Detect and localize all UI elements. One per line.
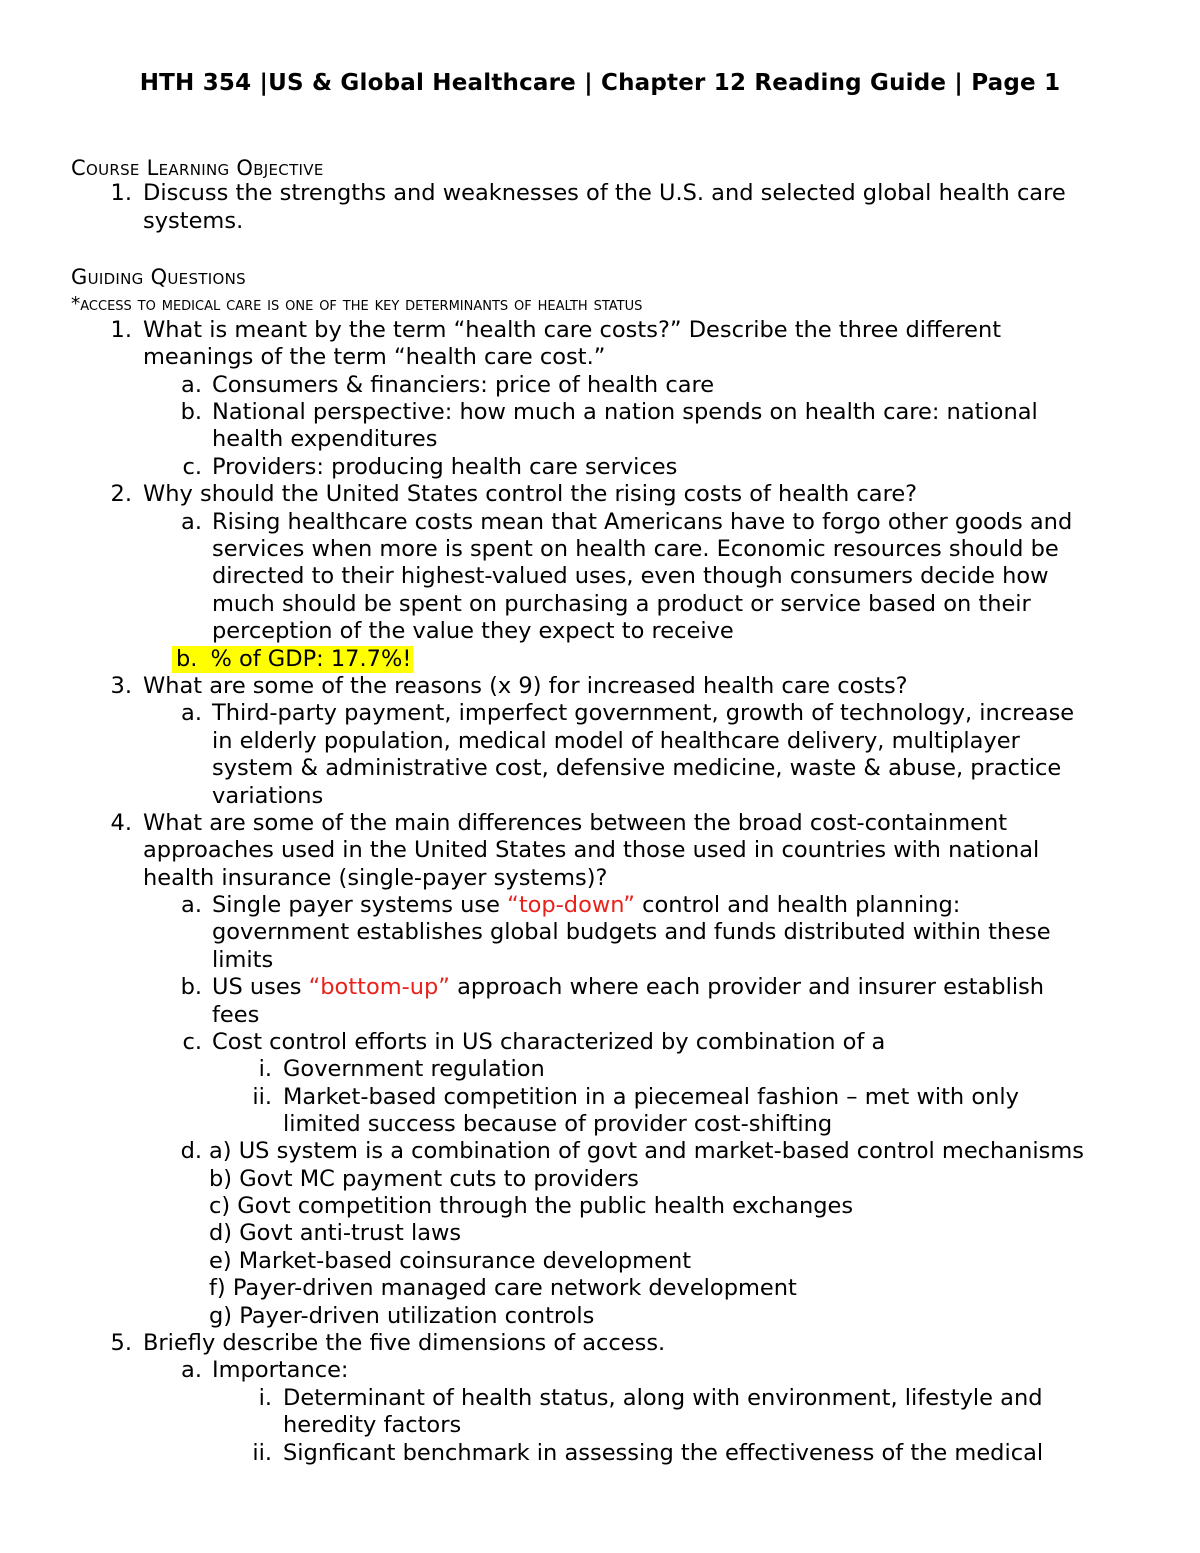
question-line: meanings of the term “health care cost.” bbox=[143, 344, 606, 370]
highlighted-answer bbox=[172, 646, 413, 673]
answer-line: health expenditures bbox=[212, 426, 438, 452]
answer-marker: a. bbox=[181, 509, 202, 535]
question-marker: 2. bbox=[110, 481, 132, 507]
subanswer-line: Government regulation bbox=[283, 1056, 545, 1082]
answer-line: fees bbox=[212, 1002, 260, 1028]
answer-marker: a. bbox=[181, 892, 202, 918]
answer-line: variations bbox=[212, 783, 324, 809]
answer-line: services when more is spent on health care. Economic resources should be bbox=[212, 536, 1059, 562]
subanswer-marker: ii. bbox=[252, 1084, 272, 1110]
question-line: approaches used in the United States and those used in countries with national bbox=[143, 837, 1040, 863]
objective-item-marker: 1. bbox=[110, 180, 132, 206]
answer-line: directed to their highest-valued uses, even though consumers decide how bbox=[212, 563, 1049, 589]
answer-marker: b. bbox=[180, 974, 202, 1000]
answer-line: government establishes global budgets and funds distributed within these bbox=[212, 919, 1051, 945]
question-line: Why should the United States control the rising costs of health care? bbox=[143, 481, 918, 507]
answer-line: d) Govt anti-trust laws bbox=[209, 1220, 462, 1246]
objective-item-line: systems. bbox=[143, 208, 244, 234]
subanswer-line: limited success because of provider cost-shifting bbox=[283, 1111, 833, 1137]
subanswer-line: Signficant benchmark in assessing the effectiveness of the medical bbox=[283, 1440, 1044, 1466]
answer-marker: a. bbox=[181, 372, 202, 398]
answer-marker: c. bbox=[182, 1029, 202, 1055]
question-line: What are some of the main differences between the broad cost-containment bbox=[143, 810, 1008, 836]
question-line: health insurance (single-payer systems)? bbox=[143, 865, 608, 891]
question-marker: 4. bbox=[110, 810, 132, 836]
question-marker: 5. bbox=[110, 1330, 132, 1356]
answer-line: Third-party payment, imperfect government, growth of technology, increase bbox=[212, 700, 1075, 726]
answer-text: control and health planning: bbox=[634, 892, 961, 918]
answer-line: Cost control efforts in US characterized by combination of a bbox=[212, 1029, 886, 1055]
question-marker: 3. bbox=[110, 673, 132, 699]
question-line: What are some of the reasons (x 9) for increased health care costs? bbox=[143, 673, 908, 699]
answer-line: National perspective: how much a nation spends on health care: national bbox=[212, 399, 1038, 425]
answer-text: US uses bbox=[212, 974, 309, 1000]
answer-text: Single payer systems use bbox=[212, 892, 508, 918]
answer-line bbox=[212, 974, 1044, 1001]
answer-line: Importance: bbox=[212, 1357, 349, 1383]
answer-line: e) Market-based coinsurance development bbox=[209, 1248, 692, 1274]
answer-line: Consumers & financiers: price of health care bbox=[212, 372, 715, 398]
answer-line: limits bbox=[212, 947, 274, 973]
answer-line: Providers: producing health care services bbox=[212, 454, 678, 480]
answer-marker: b. bbox=[176, 646, 198, 672]
subanswer-line: Market-based competition in a piecemeal fashion – met with only bbox=[283, 1084, 1019, 1110]
answer-text: approach where each provider and insurer establish bbox=[449, 974, 1045, 1000]
answer-marker: a. bbox=[181, 700, 202, 726]
answer-line: much should be spent on purchasing a product or service based on their bbox=[212, 591, 1031, 617]
answer-line: system & administrative cost, defensive medicine, waste & abuse, practice bbox=[212, 755, 1062, 781]
question-line: What is meant by the term “health care costs?” Describe the three different bbox=[143, 317, 1002, 343]
answer-line: Rising healthcare costs mean that Americans have to forgo other goods and bbox=[212, 509, 1073, 535]
subanswer-line: Determinant of health status, along with environment, lifestyle and bbox=[283, 1385, 1043, 1411]
answer-line: perception of the value they expect to receive bbox=[212, 618, 734, 644]
subanswer-line: heredity factors bbox=[283, 1412, 462, 1438]
answer-line: c) Govt competition through the public health exchanges bbox=[209, 1193, 854, 1219]
answer-line: in elderly population, medical model of healthcare delivery, multiplayer bbox=[212, 728, 1020, 754]
subanswer-marker: i. bbox=[258, 1056, 272, 1082]
emphasis-text: “top-down” bbox=[507, 892, 635, 918]
objective-heading: Course Learning Objective bbox=[71, 156, 324, 180]
answer-line: b) Govt MC payment cuts to providers bbox=[209, 1166, 639, 1192]
subanswer-marker: ii. bbox=[252, 1440, 272, 1466]
answer-marker: a. bbox=[181, 1357, 202, 1383]
question-line: Briefly describe the five dimensions of access. bbox=[143, 1330, 666, 1356]
questions-heading: Guiding Questions bbox=[71, 265, 246, 289]
answer-marker: c. bbox=[182, 454, 202, 480]
question-marker: 1. bbox=[110, 317, 132, 343]
questions-banner: *access to medical care is one of the key determinants of health status bbox=[71, 294, 643, 315]
answer-line: f) Payer-driven managed care network development bbox=[209, 1275, 797, 1301]
answer-line: a) US system is a combination of govt and market-based control mechanisms bbox=[209, 1138, 1084, 1164]
answer-line: g) Payer-driven utilization controls bbox=[209, 1303, 595, 1329]
answer-text: % of GDP: 17.7%! bbox=[210, 646, 412, 672]
answer-marker: b. bbox=[180, 399, 202, 425]
answer-marker: d. bbox=[180, 1138, 202, 1164]
objective-item-line: Discuss the strengths and weaknesses of the U.S. and selected global health care bbox=[143, 180, 1066, 206]
emphasis-text: “bottom-up” bbox=[308, 974, 450, 1000]
answer-line bbox=[212, 892, 960, 919]
page-header-title: HTH 354 |US & Global Healthcare | Chapter 12 Reading Guide | Page 1 bbox=[139, 70, 1061, 96]
subanswer-marker: i. bbox=[258, 1385, 272, 1411]
